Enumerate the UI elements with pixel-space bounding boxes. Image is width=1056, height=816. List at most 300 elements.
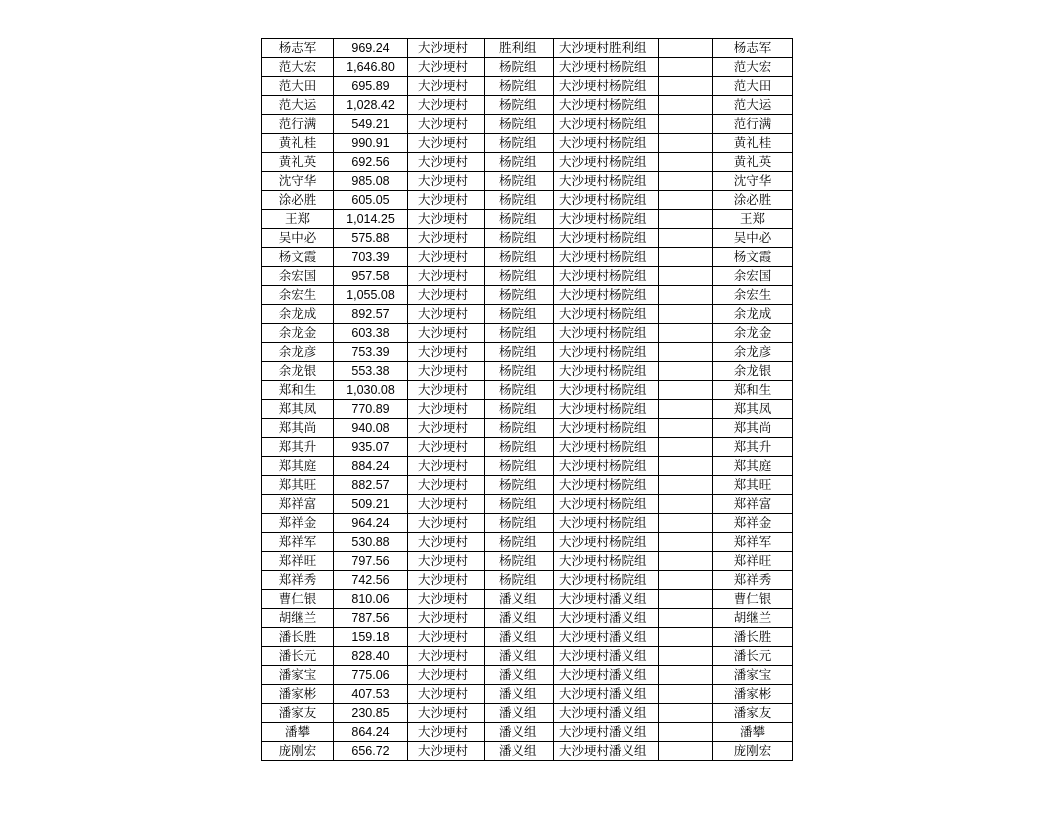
blank-cell [659, 153, 713, 172]
table-row [262, 115, 793, 134]
table-row [262, 381, 793, 400]
blank-cell [659, 533, 713, 552]
signature-cell: 余龙彦 [713, 343, 793, 362]
address-cell: 大沙埂村杨院组 [554, 552, 659, 571]
group-cell: 杨院组 [485, 381, 554, 400]
address-cell: 大沙埂村杨院组 [554, 533, 659, 552]
name-cell: 潘长胜 [262, 628, 334, 647]
name-cell: 杨志军 [262, 39, 334, 58]
village-cell: 大沙埂村 [408, 723, 485, 742]
amount-cell: 1,030.08 [334, 381, 408, 400]
address-cell: 大沙埂村潘义组 [554, 590, 659, 609]
blank-cell [659, 134, 713, 153]
group-cell: 杨院组 [485, 286, 554, 305]
table-row [262, 666, 793, 685]
signature-cell: 余龙银 [713, 362, 793, 381]
name-cell: 郑祥金 [262, 514, 334, 533]
table-row [262, 533, 793, 552]
table-row [262, 362, 793, 381]
group-cell: 潘义组 [485, 742, 554, 761]
name-cell: 胡继兰 [262, 609, 334, 628]
blank-cell [659, 267, 713, 286]
name-cell: 郑其升 [262, 438, 334, 457]
signature-cell: 郑其旺 [713, 476, 793, 495]
signature-cell: 范大田 [713, 77, 793, 96]
group-cell: 杨院组 [485, 400, 554, 419]
blank-cell [659, 571, 713, 590]
table-row [262, 628, 793, 647]
village-cell: 大沙埂村 [408, 362, 485, 381]
signature-cell: 吴中必 [713, 229, 793, 248]
address-cell: 大沙埂村杨院组 [554, 571, 659, 590]
name-cell: 沈守华 [262, 172, 334, 191]
group-cell: 杨院组 [485, 191, 554, 210]
village-cell: 大沙埂村 [408, 248, 485, 267]
signature-cell: 潘家彬 [713, 685, 793, 704]
amount-cell: 692.56 [334, 153, 408, 172]
blank-cell [659, 704, 713, 723]
village-cell: 大沙埂村 [408, 96, 485, 115]
address-cell: 大沙埂村胜利组 [554, 39, 659, 58]
blank-cell [659, 286, 713, 305]
table-row [262, 685, 793, 704]
table-row [262, 210, 793, 229]
name-cell: 涂必胜 [262, 191, 334, 210]
table-row [262, 495, 793, 514]
table-row [262, 704, 793, 723]
name-cell: 黄礼英 [262, 153, 334, 172]
address-cell: 大沙埂村杨院组 [554, 343, 659, 362]
village-cell: 大沙埂村 [408, 58, 485, 77]
village-cell: 大沙埂村 [408, 343, 485, 362]
village-cell: 大沙埂村 [408, 324, 485, 343]
table-row [262, 476, 793, 495]
signature-cell: 郑祥金 [713, 514, 793, 533]
name-cell: 郑其凤 [262, 400, 334, 419]
table-row [262, 723, 793, 742]
village-cell: 大沙埂村 [408, 419, 485, 438]
group-cell: 杨院组 [485, 229, 554, 248]
address-cell: 大沙埂村杨院组 [554, 438, 659, 457]
amount-cell: 828.40 [334, 647, 408, 666]
amount-cell: 1,646.80 [334, 58, 408, 77]
amount-cell: 159.18 [334, 628, 408, 647]
table-row [262, 590, 793, 609]
address-cell: 大沙埂村潘义组 [554, 647, 659, 666]
amount-cell: 230.85 [334, 704, 408, 723]
table-row [262, 134, 793, 153]
address-cell: 大沙埂村潘义组 [554, 723, 659, 742]
table-row [262, 571, 793, 590]
amount-cell: 797.56 [334, 552, 408, 571]
amount-cell: 509.21 [334, 495, 408, 514]
group-cell: 杨院组 [485, 210, 554, 229]
amount-cell: 603.38 [334, 324, 408, 343]
name-cell: 郑其庭 [262, 457, 334, 476]
name-cell: 余龙银 [262, 362, 334, 381]
name-cell: 郑祥军 [262, 533, 334, 552]
signature-cell: 郑其凤 [713, 400, 793, 419]
address-cell: 大沙埂村杨院组 [554, 286, 659, 305]
village-cell: 大沙埂村 [408, 590, 485, 609]
village-cell: 大沙埂村 [408, 533, 485, 552]
name-cell: 范大运 [262, 96, 334, 115]
blank-cell [659, 39, 713, 58]
blank-cell [659, 476, 713, 495]
village-cell: 大沙埂村 [408, 647, 485, 666]
village-cell: 大沙埂村 [408, 191, 485, 210]
address-cell: 大沙埂村杨院组 [554, 229, 659, 248]
blank-cell [659, 305, 713, 324]
blank-cell [659, 381, 713, 400]
group-cell: 杨院组 [485, 419, 554, 438]
group-cell: 杨院组 [485, 77, 554, 96]
table-row [262, 457, 793, 476]
village-cell: 大沙埂村 [408, 153, 485, 172]
name-cell: 杨文霞 [262, 248, 334, 267]
name-cell: 郑祥富 [262, 495, 334, 514]
blank-cell [659, 77, 713, 96]
signature-cell: 余宏生 [713, 286, 793, 305]
group-cell: 潘义组 [485, 666, 554, 685]
signature-cell: 郑其升 [713, 438, 793, 457]
signature-cell: 郑祥军 [713, 533, 793, 552]
blank-cell [659, 457, 713, 476]
signature-cell: 潘长元 [713, 647, 793, 666]
blank-cell [659, 191, 713, 210]
blank-cell [659, 723, 713, 742]
village-cell: 大沙埂村 [408, 457, 485, 476]
signature-cell: 范大运 [713, 96, 793, 115]
address-cell: 大沙埂村杨院组 [554, 115, 659, 134]
blank-cell [659, 552, 713, 571]
blank-cell [659, 343, 713, 362]
address-cell: 大沙埂村潘义组 [554, 666, 659, 685]
name-cell: 庞刚宏 [262, 742, 334, 761]
village-cell: 大沙埂村 [408, 400, 485, 419]
address-cell: 大沙埂村杨院组 [554, 172, 659, 191]
signature-cell: 黄礼英 [713, 153, 793, 172]
blank-cell [659, 628, 713, 647]
village-cell: 大沙埂村 [408, 628, 485, 647]
table-row [262, 514, 793, 533]
name-cell: 潘家友 [262, 704, 334, 723]
amount-cell: 969.24 [334, 39, 408, 58]
amount-cell: 656.72 [334, 742, 408, 761]
name-cell: 吴中必 [262, 229, 334, 248]
village-cell: 大沙埂村 [408, 172, 485, 191]
signature-cell: 郑其尚 [713, 419, 793, 438]
group-cell: 杨院组 [485, 115, 554, 134]
address-cell: 大沙埂村杨院组 [554, 419, 659, 438]
name-cell: 潘家彬 [262, 685, 334, 704]
table-row [262, 39, 793, 58]
name-cell: 余宏国 [262, 267, 334, 286]
village-cell: 大沙埂村 [408, 476, 485, 495]
blank-cell [659, 96, 713, 115]
address-cell: 大沙埂村杨院组 [554, 514, 659, 533]
village-cell: 大沙埂村 [408, 381, 485, 400]
table-row [262, 647, 793, 666]
table-row [262, 58, 793, 77]
name-cell: 郑祥秀 [262, 571, 334, 590]
village-cell: 大沙埂村 [408, 666, 485, 685]
name-cell: 郑其尚 [262, 419, 334, 438]
address-cell: 大沙埂村杨院组 [554, 324, 659, 343]
table-row [262, 742, 793, 761]
payment-table [261, 38, 793, 761]
address-cell: 大沙埂村杨院组 [554, 457, 659, 476]
signature-cell: 郑祥富 [713, 495, 793, 514]
signature-cell: 潘家友 [713, 704, 793, 723]
amount-cell: 892.57 [334, 305, 408, 324]
village-cell: 大沙埂村 [408, 571, 485, 590]
table-row [262, 305, 793, 324]
address-cell: 大沙埂村杨院组 [554, 191, 659, 210]
amount-cell: 553.38 [334, 362, 408, 381]
blank-cell [659, 666, 713, 685]
blank-cell [659, 590, 713, 609]
village-cell: 大沙埂村 [408, 77, 485, 96]
table-row [262, 438, 793, 457]
amount-cell: 770.89 [334, 400, 408, 419]
table-row [262, 324, 793, 343]
amount-cell: 985.08 [334, 172, 408, 191]
amount-cell: 990.91 [334, 134, 408, 153]
address-cell: 大沙埂村杨院组 [554, 267, 659, 286]
village-cell: 大沙埂村 [408, 742, 485, 761]
village-cell: 大沙埂村 [408, 438, 485, 457]
name-cell: 王郑 [262, 210, 334, 229]
village-cell: 大沙埂村 [408, 134, 485, 153]
amount-cell: 935.07 [334, 438, 408, 457]
table-row [262, 419, 793, 438]
blank-cell [659, 324, 713, 343]
address-cell: 大沙埂村潘义组 [554, 685, 659, 704]
signature-cell: 潘攀 [713, 723, 793, 742]
village-cell: 大沙埂村 [408, 39, 485, 58]
table-row [262, 248, 793, 267]
signature-cell: 郑祥旺 [713, 552, 793, 571]
signature-cell: 郑其庭 [713, 457, 793, 476]
amount-cell: 695.89 [334, 77, 408, 96]
blank-cell [659, 438, 713, 457]
amount-cell: 742.56 [334, 571, 408, 590]
signature-cell: 王郑 [713, 210, 793, 229]
table-row [262, 286, 793, 305]
blank-cell [659, 495, 713, 514]
village-cell: 大沙埂村 [408, 704, 485, 723]
table-row [262, 400, 793, 419]
village-cell: 大沙埂村 [408, 495, 485, 514]
group-cell: 潘义组 [485, 685, 554, 704]
signature-cell: 余宏国 [713, 267, 793, 286]
signature-cell: 杨文霞 [713, 248, 793, 267]
address-cell: 大沙埂村杨院组 [554, 495, 659, 514]
village-cell: 大沙埂村 [408, 514, 485, 533]
blank-cell [659, 210, 713, 229]
group-cell: 杨院组 [485, 153, 554, 172]
address-cell: 大沙埂村杨院组 [554, 362, 659, 381]
blank-cell [659, 362, 713, 381]
amount-cell: 549.21 [334, 115, 408, 134]
signature-cell: 涂必胜 [713, 191, 793, 210]
group-cell: 杨院组 [485, 134, 554, 153]
amount-cell: 1,028.42 [334, 96, 408, 115]
group-cell: 潘义组 [485, 628, 554, 647]
group-cell: 杨院组 [485, 476, 554, 495]
amount-cell: 884.24 [334, 457, 408, 476]
village-cell: 大沙埂村 [408, 685, 485, 704]
address-cell: 大沙埂村潘义组 [554, 628, 659, 647]
blank-cell [659, 685, 713, 704]
name-cell: 潘家宝 [262, 666, 334, 685]
group-cell: 杨院组 [485, 571, 554, 590]
name-cell: 余龙金 [262, 324, 334, 343]
address-cell: 大沙埂村杨院组 [554, 476, 659, 495]
signature-cell: 杨志军 [713, 39, 793, 58]
group-cell: 潘义组 [485, 723, 554, 742]
address-cell: 大沙埂村杨院组 [554, 58, 659, 77]
table-row [262, 267, 793, 286]
group-cell: 胜利组 [485, 39, 554, 58]
group-cell: 杨院组 [485, 495, 554, 514]
blank-cell [659, 248, 713, 267]
name-cell: 郑和生 [262, 381, 334, 400]
group-cell: 潘义组 [485, 704, 554, 723]
name-cell: 郑祥旺 [262, 552, 334, 571]
address-cell: 大沙埂村杨院组 [554, 77, 659, 96]
group-cell: 杨院组 [485, 533, 554, 552]
blank-cell [659, 742, 713, 761]
group-cell: 杨院组 [485, 438, 554, 457]
address-cell: 大沙埂村杨院组 [554, 134, 659, 153]
table-row [262, 172, 793, 191]
address-cell: 大沙埂村杨院组 [554, 381, 659, 400]
village-cell: 大沙埂村 [408, 305, 485, 324]
address-cell: 大沙埂村杨院组 [554, 248, 659, 267]
table-row [262, 191, 793, 210]
name-cell: 潘攀 [262, 723, 334, 742]
blank-cell [659, 229, 713, 248]
address-cell: 大沙埂村杨院组 [554, 400, 659, 419]
village-cell: 大沙埂村 [408, 552, 485, 571]
name-cell: 黄礼桂 [262, 134, 334, 153]
name-cell: 郑其旺 [262, 476, 334, 495]
signature-cell: 潘家宝 [713, 666, 793, 685]
table-row [262, 229, 793, 248]
amount-cell: 605.05 [334, 191, 408, 210]
address-cell: 大沙埂村杨院组 [554, 305, 659, 324]
signature-cell: 潘长胜 [713, 628, 793, 647]
amount-cell: 882.57 [334, 476, 408, 495]
name-cell: 范大田 [262, 77, 334, 96]
group-cell: 杨院组 [485, 172, 554, 191]
signature-cell: 曹仁银 [713, 590, 793, 609]
group-cell: 杨院组 [485, 248, 554, 267]
signature-cell: 黄礼桂 [713, 134, 793, 153]
group-cell: 杨院组 [485, 457, 554, 476]
signature-cell: 庞刚宏 [713, 742, 793, 761]
name-cell: 余龙彦 [262, 343, 334, 362]
address-cell: 大沙埂村杨院组 [554, 96, 659, 115]
name-cell: 范大宏 [262, 58, 334, 77]
table-row [262, 552, 793, 571]
address-cell: 大沙埂村潘义组 [554, 742, 659, 761]
amount-cell: 964.24 [334, 514, 408, 533]
amount-cell: 1,014.25 [334, 210, 408, 229]
signature-cell: 范行满 [713, 115, 793, 134]
village-cell: 大沙埂村 [408, 267, 485, 286]
signature-cell: 余龙金 [713, 324, 793, 343]
amount-cell: 957.58 [334, 267, 408, 286]
address-cell: 大沙埂村潘义组 [554, 704, 659, 723]
signature-cell: 郑祥秀 [713, 571, 793, 590]
group-cell: 潘义组 [485, 647, 554, 666]
amount-cell: 530.88 [334, 533, 408, 552]
village-cell: 大沙埂村 [408, 286, 485, 305]
amount-cell: 575.88 [334, 229, 408, 248]
group-cell: 杨院组 [485, 58, 554, 77]
village-cell: 大沙埂村 [408, 229, 485, 248]
amount-cell: 407.53 [334, 685, 408, 704]
amount-cell: 703.39 [334, 248, 408, 267]
group-cell: 杨院组 [485, 514, 554, 533]
amount-cell: 775.06 [334, 666, 408, 685]
village-cell: 大沙埂村 [408, 609, 485, 628]
group-cell: 杨院组 [485, 343, 554, 362]
group-cell: 杨院组 [485, 552, 554, 571]
group-cell: 杨院组 [485, 305, 554, 324]
signature-cell: 余龙成 [713, 305, 793, 324]
blank-cell [659, 609, 713, 628]
blank-cell [659, 419, 713, 438]
blank-cell [659, 514, 713, 533]
group-cell: 杨院组 [485, 324, 554, 343]
group-cell: 杨院组 [485, 362, 554, 381]
blank-cell [659, 400, 713, 419]
group-cell: 潘义组 [485, 590, 554, 609]
amount-cell: 1,055.08 [334, 286, 408, 305]
table-row [262, 609, 793, 628]
blank-cell [659, 58, 713, 77]
amount-cell: 753.39 [334, 343, 408, 362]
table-body [262, 39, 793, 761]
table-row [262, 77, 793, 96]
signature-cell: 范大宏 [713, 58, 793, 77]
table-row [262, 96, 793, 115]
group-cell: 杨院组 [485, 267, 554, 286]
table-row [262, 343, 793, 362]
signature-cell: 胡继兰 [713, 609, 793, 628]
name-cell: 曹仁银 [262, 590, 334, 609]
amount-cell: 810.06 [334, 590, 408, 609]
name-cell: 余宏生 [262, 286, 334, 305]
address-cell: 大沙埂村杨院组 [554, 153, 659, 172]
name-cell: 范行满 [262, 115, 334, 134]
blank-cell [659, 172, 713, 191]
amount-cell: 940.08 [334, 419, 408, 438]
address-cell: 大沙埂村杨院组 [554, 210, 659, 229]
name-cell: 余龙成 [262, 305, 334, 324]
village-cell: 大沙埂村 [408, 115, 485, 134]
amount-cell: 864.24 [334, 723, 408, 742]
blank-cell [659, 647, 713, 666]
group-cell: 潘义组 [485, 609, 554, 628]
village-cell: 大沙埂村 [408, 210, 485, 229]
table-row [262, 153, 793, 172]
signature-cell: 沈守华 [713, 172, 793, 191]
